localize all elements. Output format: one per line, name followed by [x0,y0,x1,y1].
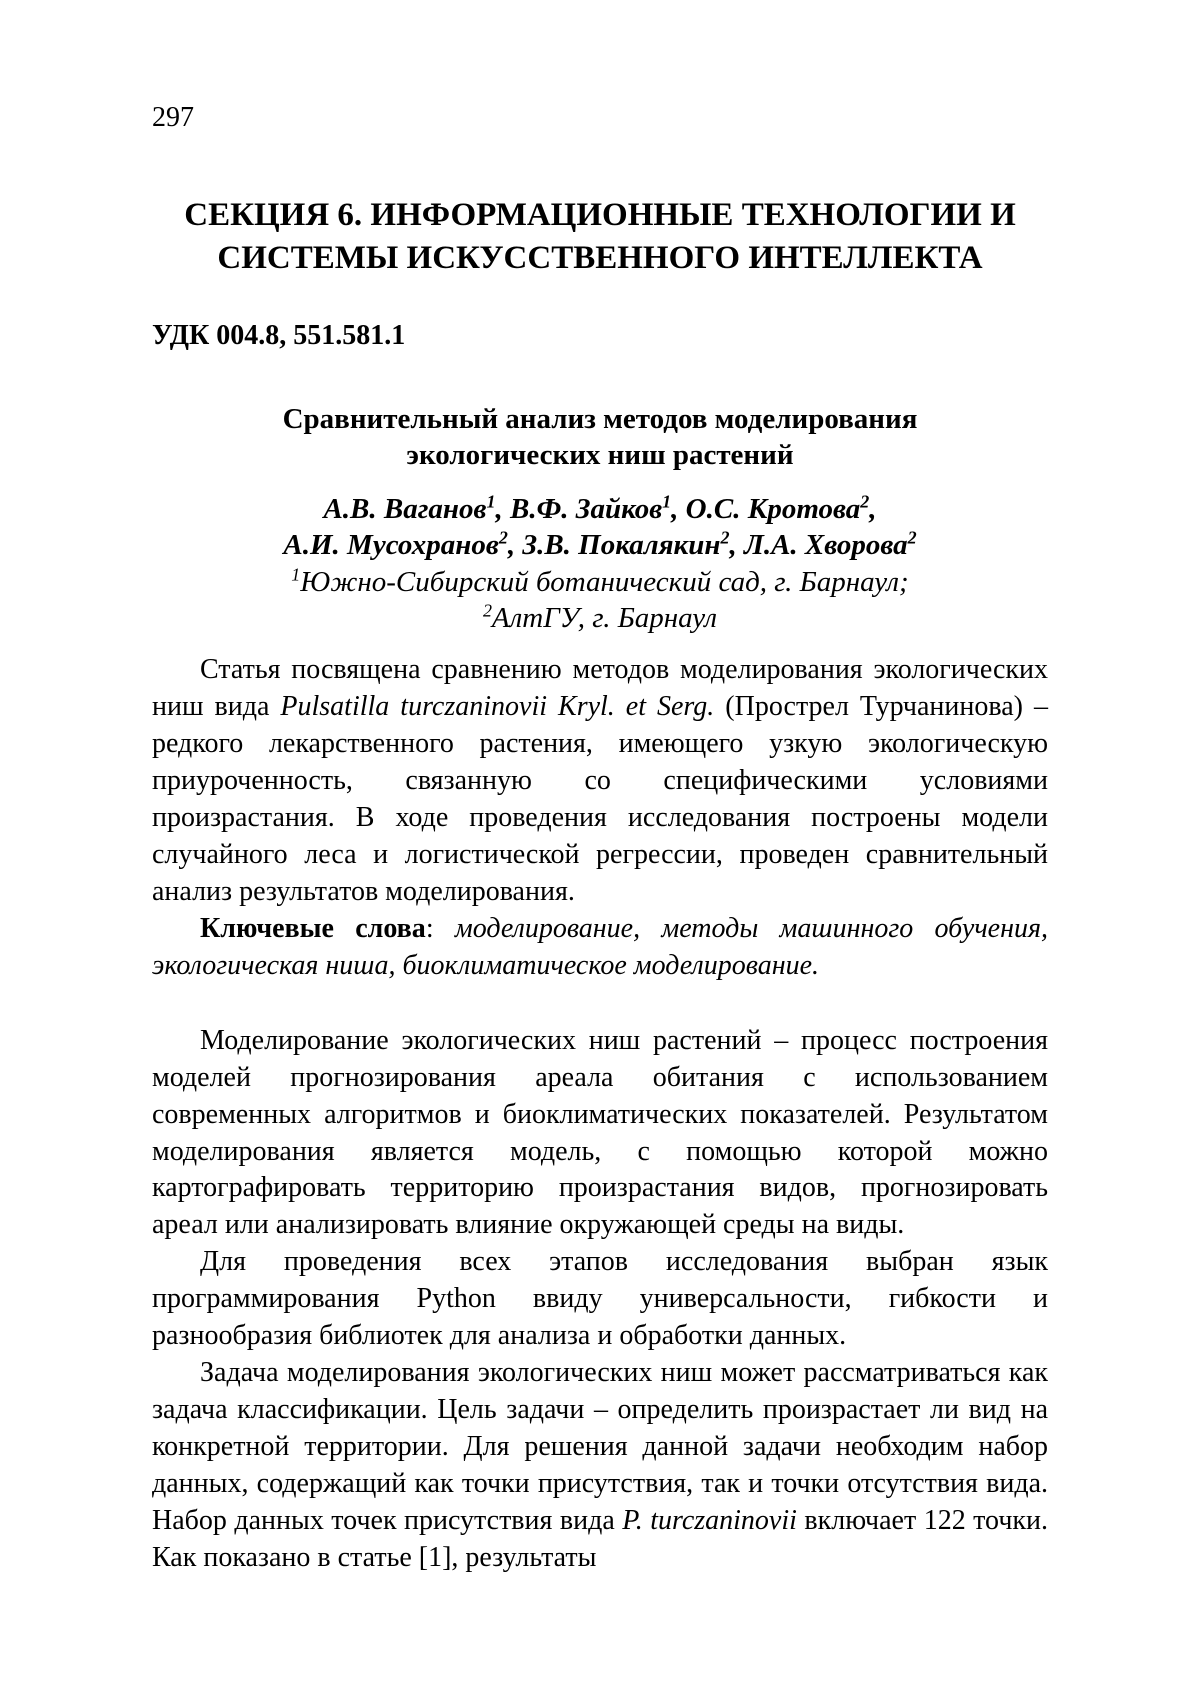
authors-line-1: А.В. Ваганов$^1$, В.Ф. Зайков$^1$, О.С. Кротова$^2$, [323,491,877,526]
authors-line-2: А.И. Мусохранов$^2$, З.В. Покалякин$^2$, Л.А. Хворова$^2$ [283,527,917,562]
article-title-line-2: экологических ниш растений [406,438,794,471]
body-paragraph-2: Для проведения всех этапов исследования выбран язык программирования Python ввиду универсальности, гибкости и разнообразия библиотек для анализа и обработки данных. [152,1246,1048,1352]
article-title-line-1: Сравнительный анализ методов моделирования [282,402,918,435]
udc-code: УДК 004.8, 551.581.1 [152,320,406,352]
section-heading-line-1: СЕКЦИЯ 6. ИНФОРМАЦИОННЫЕ ТЕХНОЛОГИИ И [184,197,1016,234]
article-title [152,401,1048,474]
affiliation-line-2: $^2$АлтГУ, г. Барнаул [482,600,718,634]
body-paragraph-1: Моделирование экологических ниш растений – процесс построения моделей прогнозирования ареала обитания с использованием современных алгоритмов и биоклиматических показателей. Результатом моделирования является модель, с помощью которой можно картографировать территорию произрастания видов, прогнозировать ареал или анализировать влияние окружающей среды на виды. [152,1024,1048,1241]
keywords-paragraph: Ключевые слова: моделирование, методы машинного обучения, экологическая ниша, биоклиматическое моделирование. [152,912,1049,981]
abstract-paragraph: Статья посвящена сравнению методов моделирования экологических ниш вида Pulsatilla turczaninovii Kryl. et Serg. (Прострел Турчанинова) – редкого лекарственного растения, имеющего узкую экологическую приуроченность, связанную со специфическими условиями произрастания. В ходе проведения исследования построены модели случайного леса и логистической регрессии, проведен сравнительный анализ результатов моделирования. [152,654,1048,907]
affiliations-block [152,564,1048,637]
page-number: 297 [152,102,194,133]
body-paragraph-3: Задача моделирования экологических ниш может рассматриваться как задача классификации. Цель задачи – определить произрастает ли вид на конкретной территории. Для решения данной задачи необходим набор данных, содержащий как точки присутствия, так и точки отсутствия вида. Набор данных точек присутствия вида P. turczaninovii включает 122 точки. Как показано в статье [1], результаты [152,1357,1048,1573]
affiliation-line-1: $^1$Южно-Сибирский ботанический сад, г. Барнаул; [291,563,909,598]
section-heading-line-2: СИСТЕМЫ ИСКУССТВЕННОГО ИНТЕЛЛЕКТА [217,240,983,277]
authors-block [152,491,1048,564]
section-heading [152,194,1048,280]
